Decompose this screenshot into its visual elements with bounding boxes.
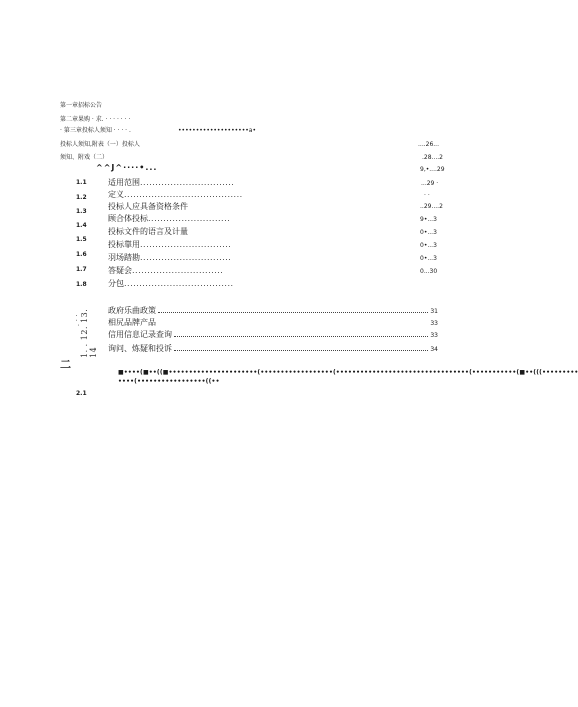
toc-leader-dots: .............................. [132,266,224,275]
toc-entry-title: 信用信息记录查询 [108,330,172,339]
toc-entry[interactable] [108,190,243,200]
toc-leader-dots [174,329,428,337]
toc-entry[interactable] [108,279,234,289]
section-number: 2.1 [76,390,87,397]
vertical-section-numbers: 1. . 12. 13. 14 [80,308,98,358]
garbled-line: ••••(•••••••••••••••••((•• [118,378,220,385]
section-number: 1.2 [76,194,87,201]
toc-entry-title: 投标人应具备资格条件 [108,202,188,211]
toc-entry[interactable] [108,202,188,212]
toc-page-number: 33 [430,320,438,327]
toc-entry-title: 投标文件的语言及计量 [108,227,188,236]
toc-leader-dots: .................................... [124,279,234,288]
garbled-line: ■••••(■••((■••••••••••••••••••••••(••••••••••••••••••(•••••••••••••••••••••••••••••••••(•••••••••••(■••(((••••••••• [118,369,578,376]
toc-entry[interactable] [108,343,438,354]
toc-entry[interactable] [108,329,438,340]
toc-entry-title: 适用范围 [108,178,140,187]
toc-entry[interactable] [108,227,188,237]
toc-bidder-notice-attachment-2[interactable]: 须知、附戏（二） [60,154,109,161]
toc-page-number: ....26... [418,141,439,148]
toc-page-number: 0•...3 [420,242,437,249]
toc-entry-clipped[interactable] [108,318,438,327]
toc-chapter-3[interactable]: · 第三章投标人须知 · · · · . [60,127,131,134]
toc-chapter-3-dots: ••••••••••••••••••••a• [178,127,256,134]
toc-entry[interactable] [108,178,235,188]
toc-page-number: .28....2 [422,154,443,161]
toc-leader-dots [158,305,428,313]
toc-entry-title: 答疑会 [108,266,132,275]
toc-entry-title: 定义 [108,190,124,199]
toc-entry[interactable] [108,240,232,250]
toc-entry-title: 羽场踏勘 [108,253,140,262]
toc-page-number: ..29....2 [420,203,443,210]
toc-entry-title: 相尻品牌产品 [108,318,156,327]
toc-entry-title: 顾合体投标 [108,214,148,223]
section-number: 1.4 [76,222,87,229]
section-number: 1.1 [76,179,87,186]
toc-leader-dots: .............................. [140,253,232,262]
section-number: 1.6 [76,251,87,258]
toc-page-number: · · [424,192,430,199]
toc-page-number: 34 [430,346,438,353]
garbled-heading: ^^J^····•... [96,163,158,172]
toc-bidder-notice-attachment-1[interactable]: 投标人须知,附表（一）投标人 [60,141,140,148]
toc-page-number: 9•...3 [420,216,437,223]
toc-leader-dots: ....................................... [124,190,243,199]
section-number: 1.5 [76,236,87,243]
toc-chapter-2[interactable]: 第二章果购 · 求. · · · · · · · [60,116,131,123]
toc-page-number: 9,•....29 [420,166,445,173]
toc-page-number: ...29 · [421,180,439,187]
toc-entry[interactable] [108,266,224,276]
toc-entry[interactable] [108,305,438,316]
toc-entry-title: 询问、炼疑和投诉 [108,344,172,353]
toc-page-number: 33 [430,332,438,339]
section-number: 1.8 [76,281,87,288]
vertical-dots: . · · [74,313,81,326]
toc-leader-dots: .............................. [140,240,232,249]
toc-entry-title: 政府乐曲政策 [108,306,156,315]
toc-entry-title: 投标靠用 [108,240,140,249]
toc-page-number: 0...30 [420,268,438,275]
toc-entry-title: 分包 [108,279,124,288]
toc-leader-dots: ............................... [140,178,235,187]
toc-page-number: 0•...3 [420,255,437,262]
section-number: 1.3 [76,208,87,215]
toc-chapter-1[interactable]: 第一章招标公告 [60,102,103,109]
chapter-mark: 二 [60,358,71,371]
toc-page-number: 0•...3 [420,229,437,236]
section-number: 1.7 [76,266,87,273]
toc-page-number: 31 [430,308,438,315]
toc-leader-dots [174,343,428,351]
toc-leader-dots: ........................... [148,214,231,223]
toc-entry[interactable] [108,214,231,224]
toc-entry[interactable] [108,253,232,263]
